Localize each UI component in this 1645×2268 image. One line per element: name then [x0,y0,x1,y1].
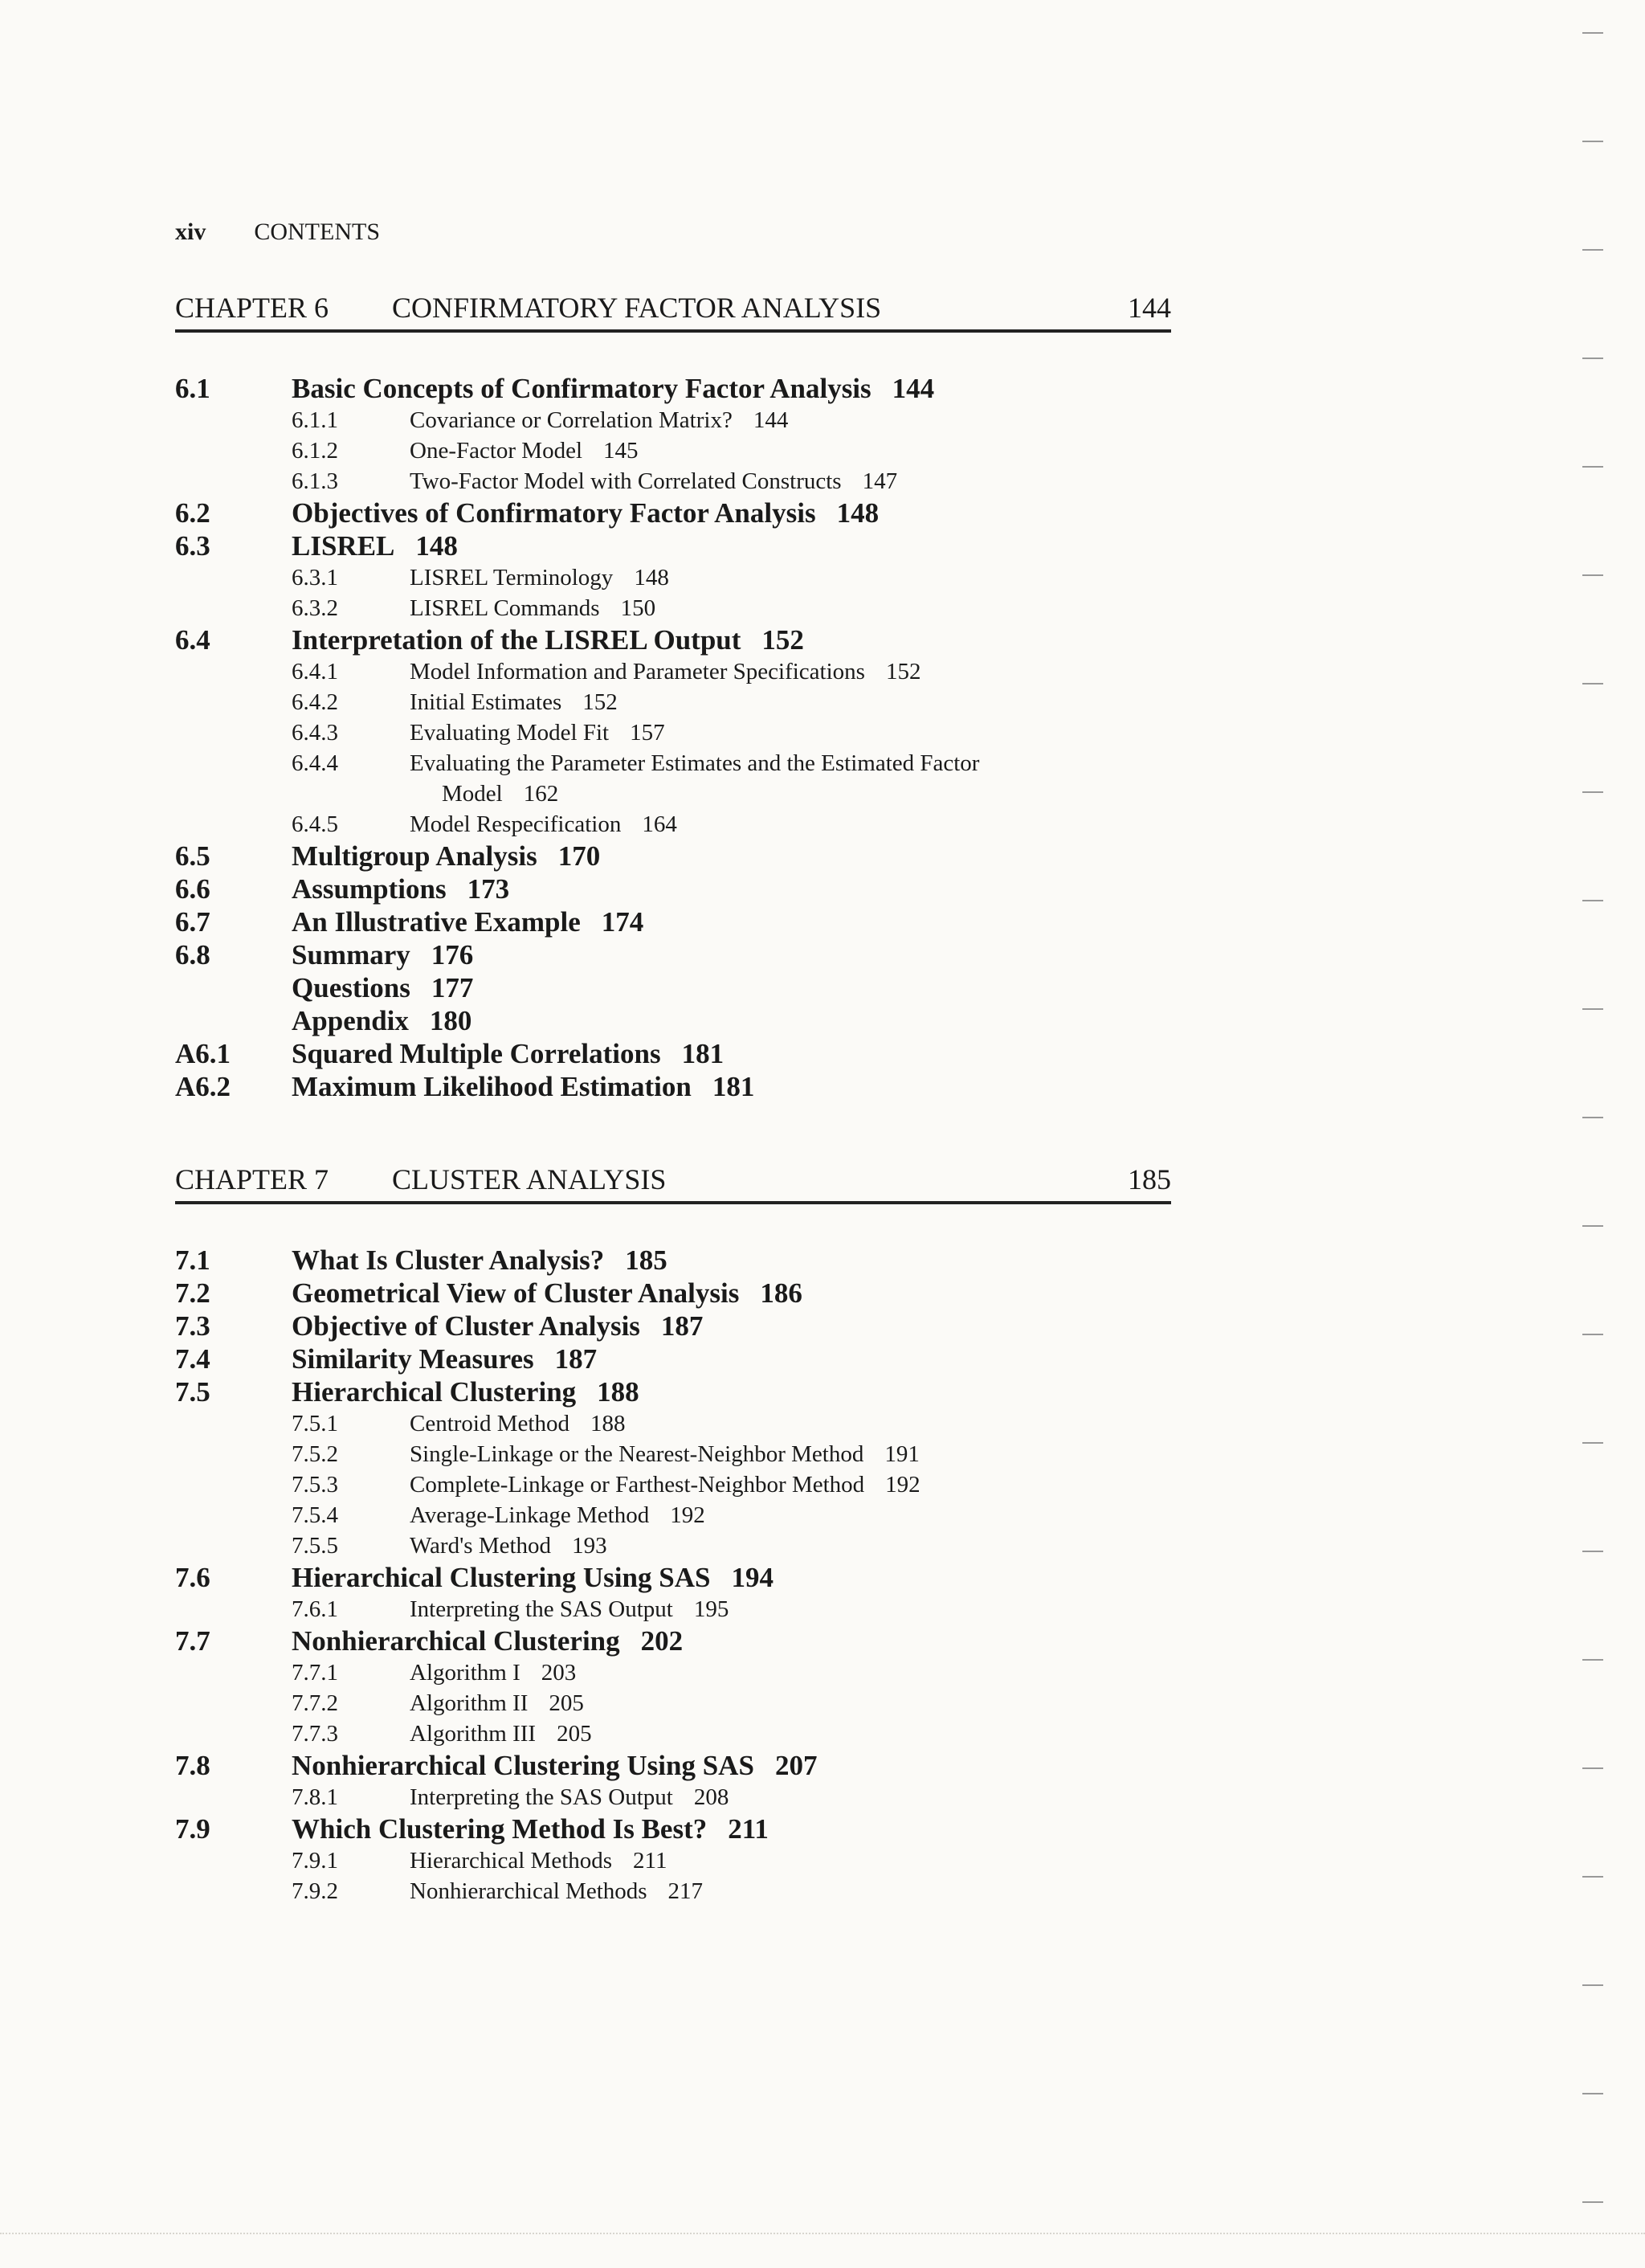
toc-subsection-entry [175,563,1171,594]
edge-tick [1582,1117,1603,1118]
edge-tick [1582,466,1603,468]
entry-number: 6.3.1 [292,565,338,590]
entry-page: 144 [892,373,935,404]
entry-number: 7.9.2 [292,1878,338,1904]
entry-page: 174 [601,906,644,938]
entry-title: Model Respecification [410,811,622,837]
entry-page: 181 [681,1038,725,1069]
entry-title: Two-Factor Model with Correlated Constructs [410,468,842,494]
entry-title: Basic Concepts of Confirmatory Factor Analysis [292,373,871,404]
entry-title: Covariance or Correlation Matrix? [410,407,733,433]
entry-number: 6.4.2 [292,689,338,715]
edge-tick [1582,1876,1603,1878]
entry-page: 150 [620,595,656,621]
entry-title-line [292,373,934,405]
entry-title-line [410,1721,592,1747]
entry-title: Evaluating the Parameter Estimates and the Estimated Factor [410,750,980,776]
entry-number: 6.4.5 [292,811,338,837]
running-head-title: CONTENTS [254,219,381,245]
toc-section-entry [175,497,1171,530]
entry-page: 191 [884,1441,920,1467]
entry-title: Initial Estimates [410,689,562,715]
chapter-page: 144 [1128,292,1171,324]
toc-section-entry [175,624,1171,657]
edge-tick [1582,1767,1603,1769]
entry-number: A6.2 [175,1071,231,1102]
entry-title-line [410,1472,920,1498]
entry-number: 6.1.2 [292,438,338,464]
page-number: xiv [175,219,206,245]
entry-title-line [410,1784,729,1811]
entry-title: Similarity Measures [292,1343,534,1375]
edge-tick [1582,1225,1603,1227]
entry-title: Interpreting the SAS Output [410,1596,673,1622]
entry-title-line [292,1813,769,1845]
entry-page: 170 [557,840,601,872]
toc-subsection-entry [175,810,1171,840]
entry-number: A6.1 [175,1038,231,1069]
entry-number: 7.6.1 [292,1596,338,1622]
toc-section-entry [175,840,1171,873]
toc-section-entry [175,1071,1171,1104]
entry-page: 195 [693,1596,729,1622]
edge-tick [1582,1008,1603,1010]
entry-title-line [292,1750,817,1782]
edge-tick [1582,2201,1603,2203]
chapter-6-section [175,289,1171,1104]
entry-title: Centroid Method [410,1411,569,1436]
chapter-number: CHAPTER 6 [175,292,329,324]
toc-subsection-entry [175,1501,1171,1531]
toc-subsection-entry [175,1658,1171,1689]
entry-page: 211 [728,1813,769,1845]
entry-title-line [292,1343,597,1375]
toc-section-entry [175,1750,1171,1783]
entry-title: Model [442,781,503,807]
entry-number: 7.9 [175,1813,210,1845]
entry-title-line [292,624,804,656]
entry-title: Hierarchical Clustering Using SAS [292,1562,711,1593]
toc-section-entry [175,1310,1171,1343]
chapter-title: CONFIRMATORY FACTOR ANALYSIS [392,292,882,324]
entry-title: Multigroup Analysis [292,840,537,872]
chapter-page: 185 [1128,1163,1171,1195]
edge-tick [1582,1984,1603,1986]
edge-tick [1582,574,1603,576]
entry-page: 208 [693,1784,729,1810]
entry-number: 7.7 [175,1625,210,1657]
entry-title-line [410,1596,729,1623]
edge-tick [1582,1551,1603,1552]
edge-tick [1582,358,1603,359]
toc-subsection-entry [175,1440,1171,1470]
toc-section-entry [175,1376,1171,1409]
entry-title-line [292,530,458,562]
entry-page: 148 [415,530,458,562]
entry-title: Interpretation of the LISREL Output [292,624,741,656]
toc-section-entry [175,1343,1171,1376]
toc-section-entry [175,972,1171,1005]
toc-section-entry [175,373,1171,406]
entry-title-line [292,1562,774,1594]
entry-number: 7.5.5 [292,1533,338,1559]
entry-title-line [292,1625,683,1657]
entry-title-line [292,972,473,1004]
entry-page: 192 [670,1502,705,1528]
entry-number: 6.5 [175,840,210,872]
edge-tick [1582,683,1603,684]
entry-page: 188 [597,1376,639,1408]
entry-page: 186 [760,1277,802,1309]
entry-number: 7.5.2 [292,1441,338,1467]
entry-page: 192 [885,1472,920,1498]
entry-title-line [292,1038,724,1070]
entry-title: Model Information and Parameter Specifications [410,659,865,684]
entry-page: 176 [431,939,474,971]
entry-number: 6.8 [175,939,210,971]
toc-section-entry [175,1244,1171,1277]
entry-title-line [292,1244,667,1277]
toc-subsection-entry [175,718,1171,749]
entry-title-line [292,1005,471,1037]
entry-page: 152 [582,689,618,715]
entry-number: 6.1 [175,373,210,404]
entry-title-line [410,659,920,685]
toc-section-entry [175,1038,1171,1071]
entry-title: Interpreting the SAS Output [410,1784,673,1810]
entry-title: Geometrical View of Cluster Analysis [292,1277,740,1309]
scan-edge [0,2233,1645,2236]
entry-page: 181 [712,1071,755,1102]
toc-subsection-entry [175,779,1171,810]
chapter-title: CLUSTER ANALYSIS [392,1163,667,1195]
toc-section-entry [175,873,1171,906]
entry-title-line [410,750,1000,777]
toc-subsection-entry [175,406,1171,436]
entry-number: 7.6 [175,1562,210,1593]
entry-title: One-Factor Model [410,438,583,464]
entry-page: 205 [557,1721,592,1747]
entry-title: Average-Linkage Method [410,1502,650,1528]
entry-title-line [410,468,897,495]
entry-page: 185 [625,1244,667,1276]
entry-title-line [410,1411,625,1437]
entry-title-line [410,1848,667,1874]
entry-title-line [292,1071,754,1103]
entry-page: 164 [642,811,677,837]
entry-title-line [410,1533,607,1559]
toc-section-entry [175,1005,1171,1038]
entry-number: 6.6 [175,873,210,905]
entry-title: Nonhierarchical Clustering [292,1625,620,1657]
entry-number: 7.7.1 [292,1660,338,1686]
edge-tick [1582,1659,1603,1661]
entry-page: 148 [634,565,669,590]
entry-title-line [410,1690,584,1717]
entry-number: 6.7 [175,906,210,938]
entry-title: Squared Multiple Correlations [292,1038,661,1069]
entry-title-line [410,689,618,716]
entry-page: 217 [667,1878,704,1904]
entry-title: Algorithm I [410,1660,520,1686]
toc-subsection-entry [175,657,1171,688]
toc-section-entry [175,1562,1171,1595]
toc-subsection-entry [175,1470,1171,1501]
entry-page: 147 [862,468,898,494]
entry-page: 211 [633,1848,667,1874]
toc-subsection-entry [175,1783,1171,1813]
entry-title-line [292,939,473,971]
entry-title: LISREL Commands [410,595,600,621]
edge-tick [1582,791,1603,793]
entry-title-line [410,811,677,838]
edge-tick [1582,1334,1603,1335]
entry-title: Maximum Likelihood Estimation [292,1071,692,1102]
entry-title-line [410,1441,920,1468]
entry-title: Which Clustering Method Is Best? [292,1813,708,1845]
entry-page: 177 [431,972,474,1003]
entry-page: 194 [731,1562,774,1593]
entry-number: 7.4 [175,1343,210,1375]
entry-title-line [410,1502,705,1529]
entry-number: 6.4.1 [292,659,338,684]
entry-number: 6.2 [175,497,210,529]
toc-subsection-entry [175,1689,1171,1719]
entry-title: Summary [292,939,410,971]
entry-page: 187 [554,1343,598,1375]
toc-subsection-entry [175,594,1171,624]
toc-subsection-entry [175,749,1171,779]
entry-title: Nonhierarchical Methods [410,1878,647,1904]
entry-number: 6.1.1 [292,407,338,433]
page-edge-marks [1582,0,1606,2268]
entry-page: 148 [836,497,880,529]
entry-page: 193 [572,1533,607,1559]
entry-title-line [442,781,558,807]
entry-title-line [410,407,788,434]
entry-number: 7.7.3 [292,1721,338,1747]
entry-number: 6.4 [175,624,210,656]
entry-number: 6.3 [175,530,210,562]
entry-page: 162 [523,781,559,807]
entry-title-line [292,1310,703,1342]
entry-title: Objective of Cluster Analysis [292,1310,640,1342]
entry-number: 7.9.1 [292,1848,338,1874]
entry-number: 7.3 [175,1310,210,1342]
edge-tick [1582,141,1603,142]
chapter-number: CHAPTER 7 [175,1163,329,1195]
entry-title: Hierarchical Clustering [292,1376,577,1408]
entry-title: Appendix [292,1005,409,1036]
entry-title-line [410,1660,576,1686]
running-head [175,219,380,246]
entry-title-line [292,840,600,872]
entry-number: 7.7.2 [292,1690,338,1716]
entry-number: 6.4.4 [292,750,338,776]
entry-title-line [410,438,639,464]
entry-page: 152 [885,659,921,684]
entry-number: 6.3.2 [292,595,338,621]
entry-page: 188 [590,1411,626,1436]
entry-page: 145 [603,438,639,464]
entry-page: 207 [774,1750,818,1781]
entry-title: Complete-Linkage or Farthest-Neighbor Method [410,1472,865,1498]
toc-section-entry [175,1813,1171,1846]
entry-number: 6.4.3 [292,720,338,746]
entry-title: Algorithm II [410,1690,529,1716]
entry-title-line [292,906,643,938]
entry-number: 7.8 [175,1750,210,1781]
entry-title: Algorithm III [410,1721,537,1747]
entry-title-line [410,565,669,591]
edge-tick [1582,2093,1603,2094]
toc-section-entry [175,530,1171,563]
entry-number: 6.1.3 [292,468,338,494]
entry-page: 205 [549,1690,584,1716]
entry-title: What Is Cluster Analysis? [292,1244,605,1276]
entry-title-line [292,1277,802,1310]
entry-title: Hierarchical Methods [410,1848,613,1874]
entry-number: 7.8.1 [292,1784,338,1810]
entry-title-line [292,497,879,529]
entry-title-line [292,873,509,905]
entry-title-line [410,1878,703,1905]
entry-title: Evaluating Model Fit [410,720,610,746]
entry-number: 7.2 [175,1277,210,1309]
toc-section-entry [175,906,1171,939]
entry-page: 187 [660,1310,704,1342]
entry-page: 152 [761,624,804,656]
toc-section-entry [175,1625,1171,1658]
entry-title: An Illustrative Example [292,906,581,938]
entry-number: 7.5.4 [292,1502,338,1528]
entry-title: Objectives of Confirmatory Factor Analysis [292,497,816,529]
entry-title: Assumptions [292,873,447,905]
toc-subsection-entry [175,436,1171,467]
edge-tick [1582,1442,1603,1444]
entry-page: 180 [429,1005,472,1036]
toc-subsection-entry [175,688,1171,718]
entry-title: Single-Linkage or the Nearest-Neighbor Method [410,1441,864,1467]
entry-number: 7.5.3 [292,1472,338,1498]
toc-entries [175,373,1171,1104]
chapter-heading [175,289,1171,333]
entry-page: 203 [541,1660,577,1686]
entry-page: 202 [640,1625,684,1657]
chapter-heading [175,1161,1171,1204]
toc-subsection-entry [175,467,1171,497]
toc-section-entry [175,1277,1171,1310]
entry-title: LISREL Terminology [410,565,614,590]
entry-page: 157 [630,720,665,746]
toc-subsection-entry [175,1846,1171,1877]
edge-tick [1582,32,1603,34]
entry-page: 144 [753,407,789,433]
toc-entries [175,1244,1171,1907]
entry-number: 7.1 [175,1244,210,1276]
toc-subsection-entry [175,1531,1171,1562]
entry-number: 7.5 [175,1376,210,1408]
entry-page: 173 [467,873,510,905]
edge-tick [1582,900,1603,901]
entry-title: LISREL [292,530,395,562]
entry-title-line [410,595,655,622]
toc-subsection-entry [175,1595,1171,1625]
toc-subsection-entry [175,1877,1171,1907]
edge-tick [1582,249,1603,251]
toc-subsection-entry [175,1409,1171,1440]
entry-number: 7.5.1 [292,1411,338,1436]
toc-section-entry [175,939,1171,972]
entry-title: Nonhierarchical Clustering Using SAS [292,1750,754,1781]
toc-subsection-entry [175,1719,1171,1750]
entry-title: Questions [292,972,410,1003]
entry-title: Ward's Method [410,1533,552,1559]
entry-title-line [292,1376,639,1408]
chapter-7-section [175,1161,1171,1907]
entry-title-line [410,720,665,746]
